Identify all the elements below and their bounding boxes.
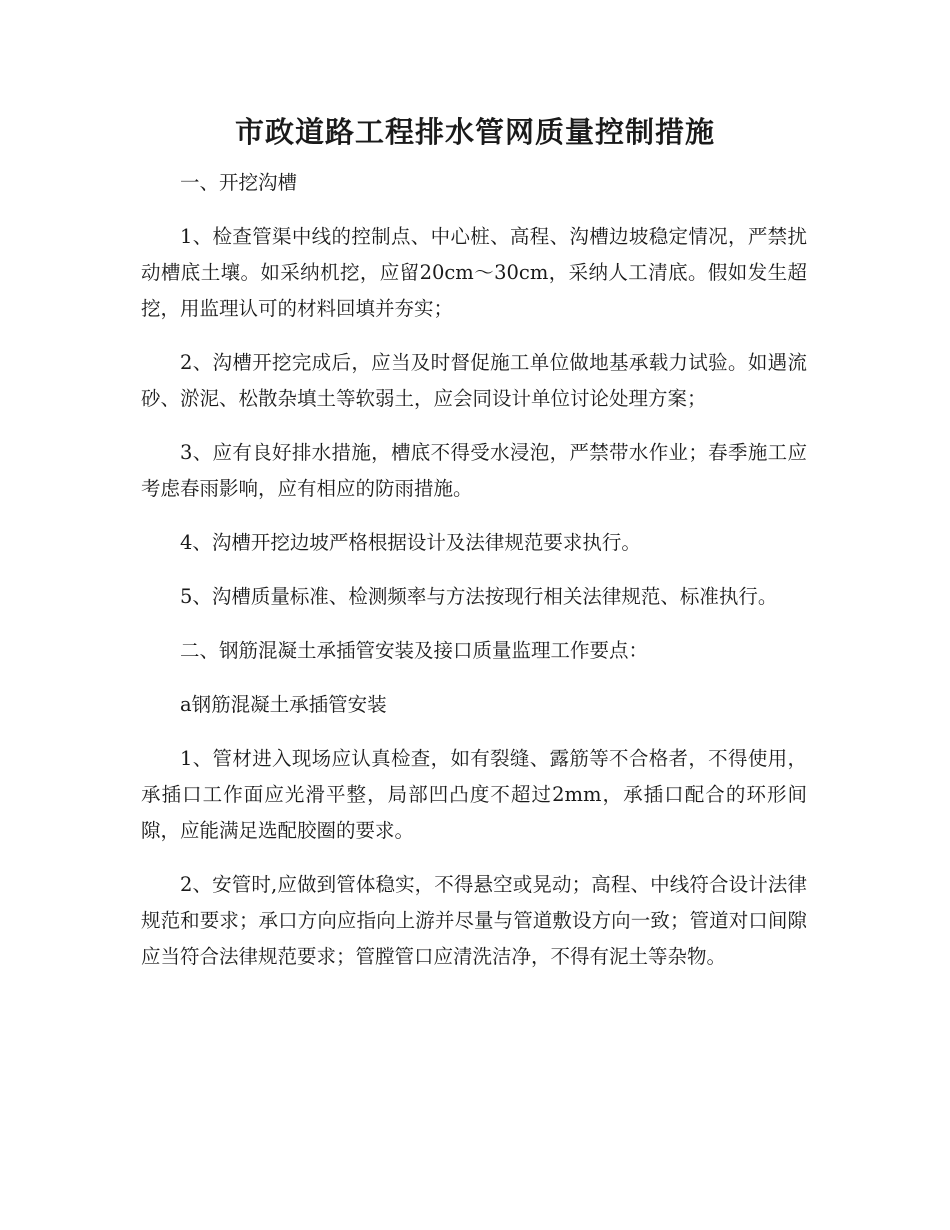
subsection-heading: a钢筋混凝土承插管安装: [180, 693, 387, 716]
section-heading-excavation: 一、开挖沟槽: [180, 171, 298, 194]
paragraph: 3、应有良好排水措施，槽底不得受水浸泡，严禁带水作业；春季施工应考虑春雨影响，应有相应的防雨措施。: [141, 441, 807, 500]
document-body: [141, 165, 807, 993]
paragraph: 2、安管时,应做到管体稳实，不得悬空或晃动；高程、中线符合设计法律规范和要求；承口方向应指向上游并尽量与管道敷设方向一致；管道对口间隙应当符合法律规范要求；管膛管口应清洗洁净，不得有泥土等杂物。: [141, 873, 807, 968]
paragraph: 5、沟槽质量标准、检测频率与方法按现行相关法律规范、标准执行。: [180, 585, 778, 608]
paragraph: 1、检查管渠中线的控制点、中心桩、高程、沟槽边坡稳定情况，严禁扰动槽底土壤。如采纳机挖，应留20cm～30cm，采纳人工清底。假如发生超挖，用监理认可的材料回填并夯实；: [141, 225, 807, 320]
paragraph: 2、沟槽开挖完成后，应当及时督促施工单位做地基承载力试验。如遇流砂、淤泥、松散杂填土等软弱土，应会同设计单位讨论处理方案；: [141, 351, 807, 410]
document-title: 市政道路工程排水管网质量控制措施: [234, 115, 715, 149]
paragraph: 1、管材进入现场应认真检查，如有裂缝、露筋等不合格者，不得使用，承插口工作面应光滑平整，局部凹凸度不超过2mm，承插口配合的环形间隙，应能满足选配胶圈的要求。: [141, 747, 807, 842]
paragraph: 4、沟槽开挖边坡严格根据设计及法律规范要求执行。: [180, 531, 641, 554]
section-heading-pipe-installation: 二、钢筋混凝土承插管安装及接口质量监理工作要点：: [180, 639, 649, 662]
